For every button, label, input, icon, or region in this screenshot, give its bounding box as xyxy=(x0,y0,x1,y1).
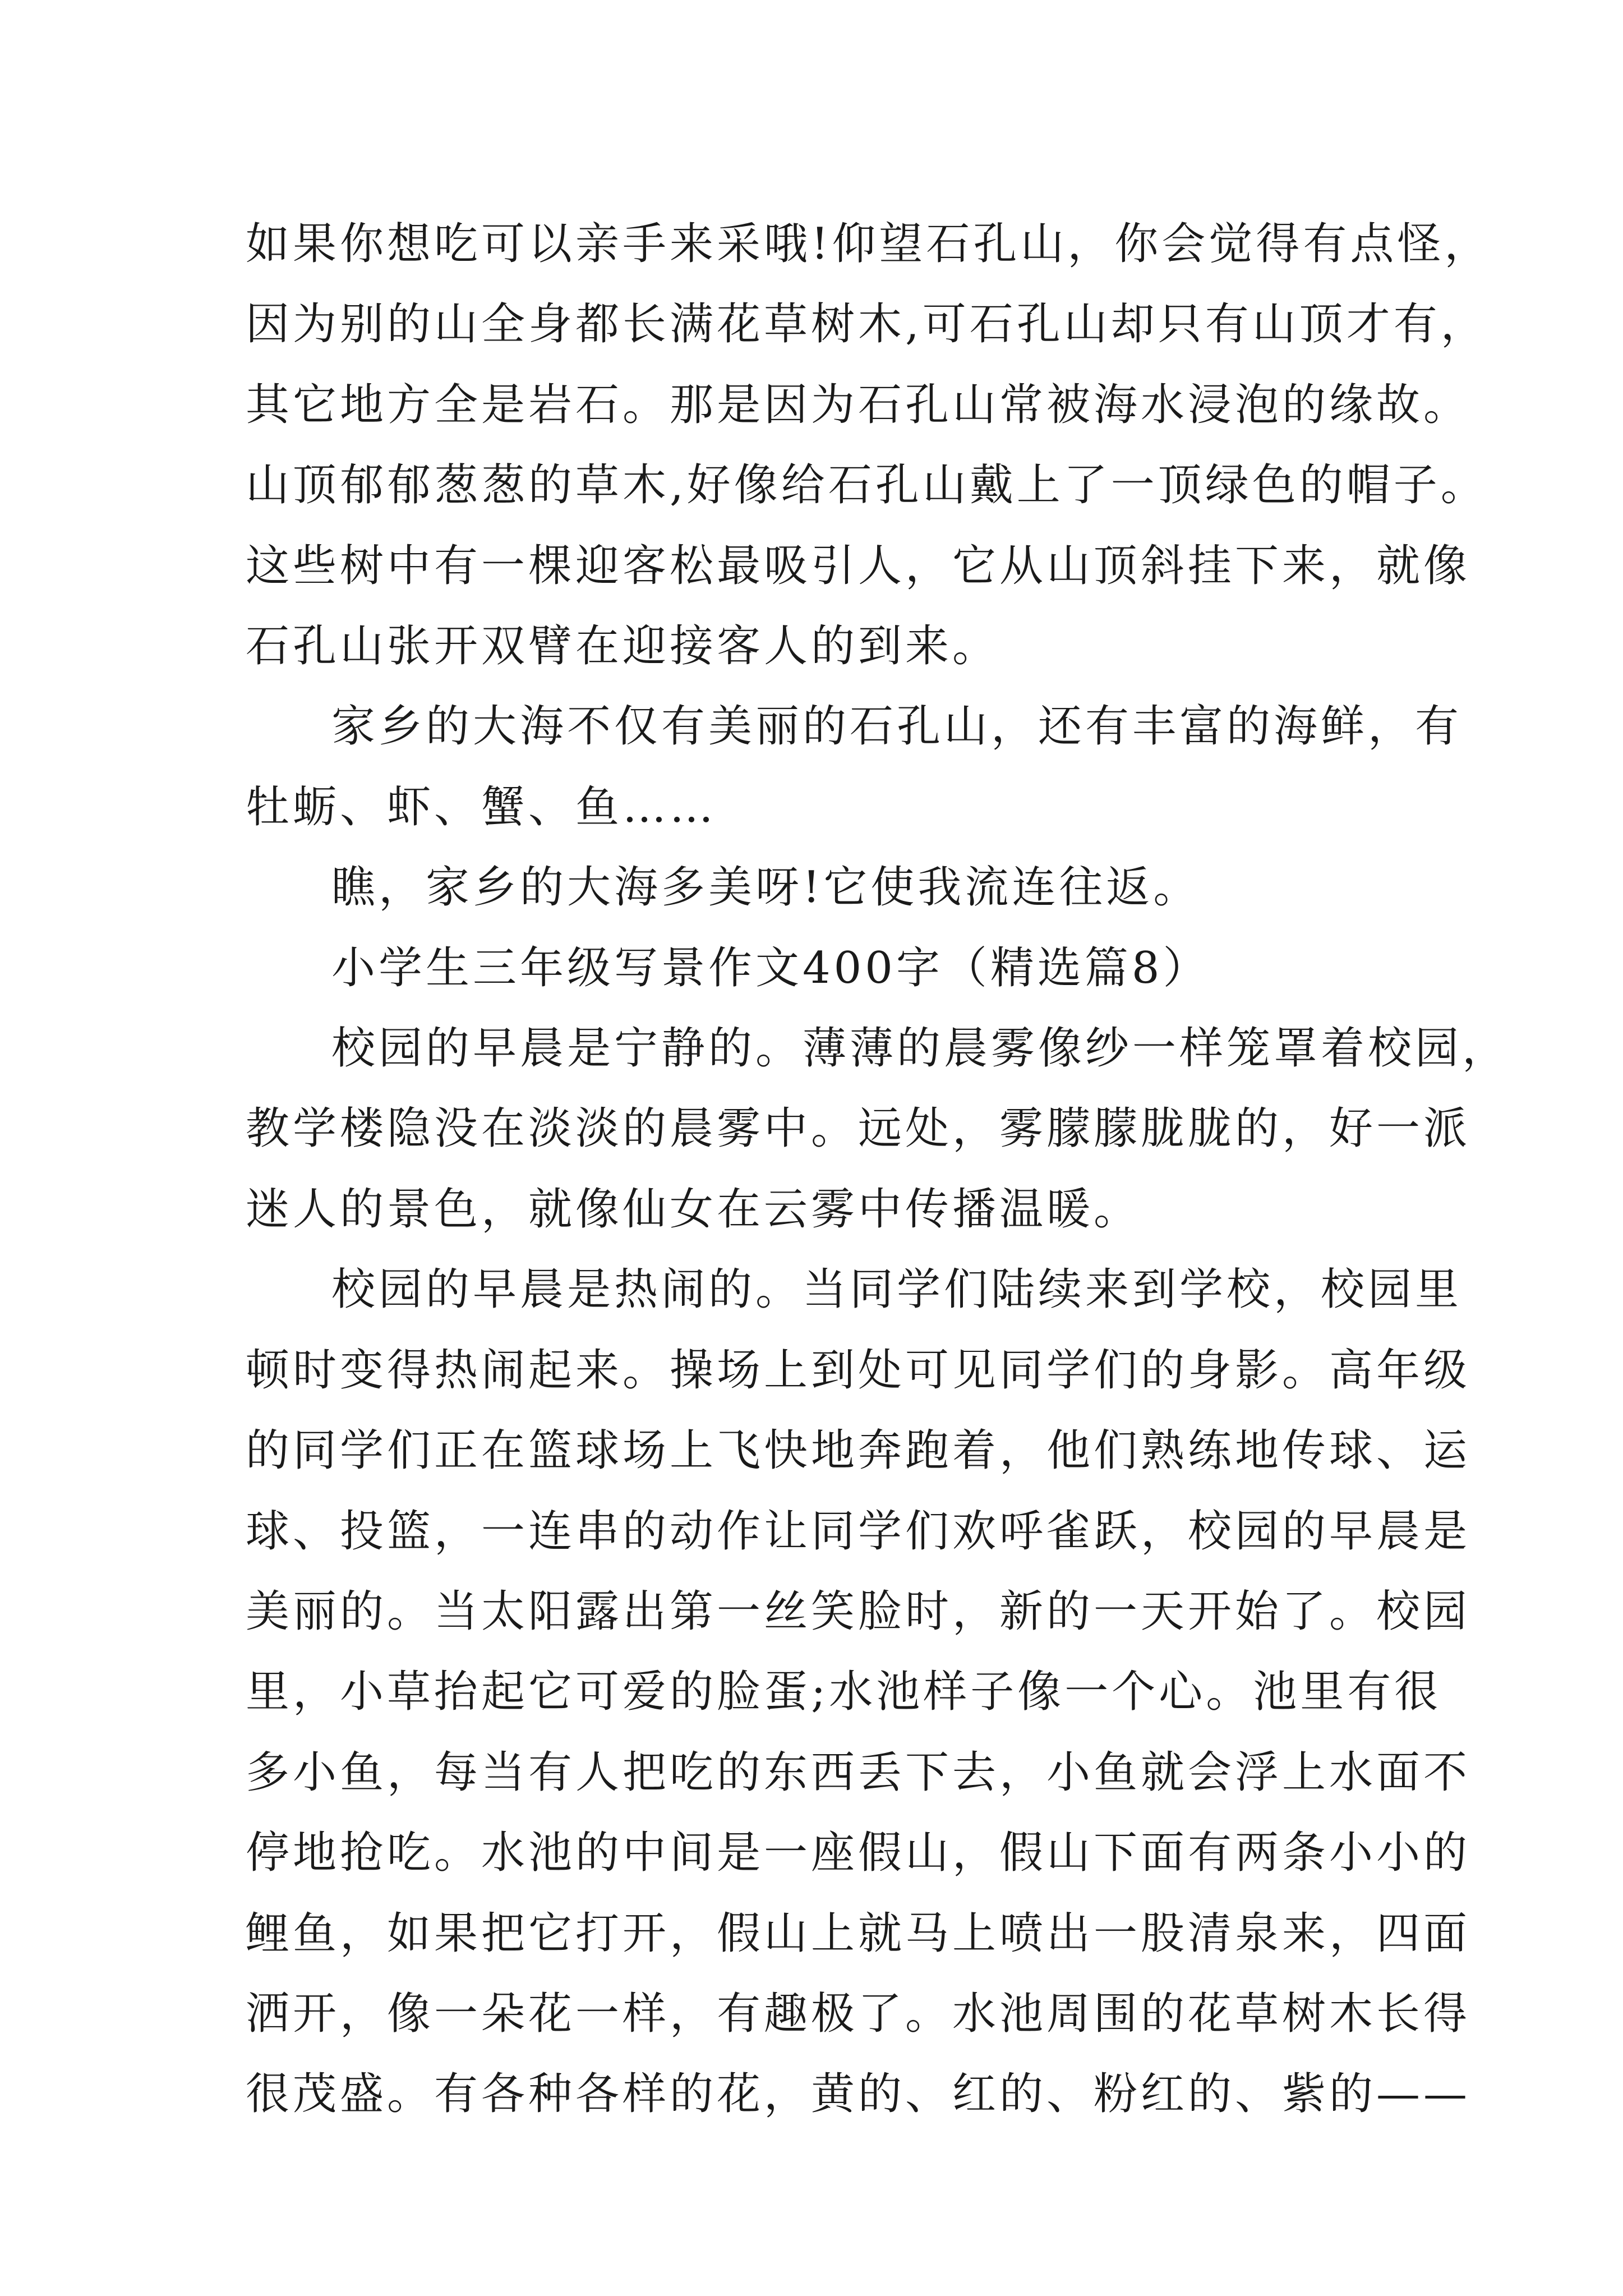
text-line: 因为别的山全身都长满花草树木,可石孔山却只有山顶才有， xyxy=(246,299,1488,349)
text-line: 多小鱼，每当有人把吃的东西丢下去，小鱼就会浮上水面不 xyxy=(246,1747,1471,1798)
text-line: 停地抢吃。水池的中间是一座假山，假山下面有两条小小的 xyxy=(246,1828,1471,1878)
text-line: 这些树中有一棵迎客松最吸引人，它从山顶斜挂下来，就像 xyxy=(246,541,1471,591)
text-line: 球、投篮，一连串的动作让同学们欢呼雀跃，校园的早晨是 xyxy=(246,1506,1471,1557)
text-line: 顿时变得热闹起来。操场上到处可见同学们的身影。高年级 xyxy=(246,1345,1471,1396)
paragraph-first-line: 家乡的大海不仅有美丽的石孔山，还有丰富的海鲜，有 xyxy=(331,701,1463,752)
paragraph-first-line: 校园的早晨是热闹的。当同学们陆续来到学校，校园里 xyxy=(331,1264,1463,1315)
text-line: 其它地方全是岩石。那是因为石孔山常被海水浸泡的缘故。 xyxy=(246,380,1471,430)
text-line: 牡蛎、虾、蟹、鱼…… xyxy=(246,782,717,832)
paragraph-first-line: 瞧，家乡的大海多美呀!它使我流连往返。 xyxy=(331,862,1201,913)
text-line: 洒开，像一朵花一样，有趣极了。水池周围的花草树木长得 xyxy=(246,1989,1471,2039)
paragraph-first-line: 校园的早晨是宁静的。薄薄的晨雾像纱一样笼罩着校园， xyxy=(331,1023,1510,1074)
text-line: 很茂盛。有各种各样的花，黄的、红的、粉红的、紫的—— xyxy=(246,2069,1471,2119)
text-line: 山顶郁郁葱葱的草木,好像给石孔山戴上了一顶绿色的帽子。 xyxy=(246,460,1488,510)
text-line: 里，小草抬起它可爱的脸蛋;水池样子像一个心。池里有很 xyxy=(246,1667,1442,1717)
text-line: 美丽的。当太阳露出第一丝笑脸时，新的一天开始了。校园 xyxy=(246,1586,1471,1637)
text-line: 如果你想吃可以亲手来采哦!仰望石孔山，你会觉得有点怪， xyxy=(246,219,1492,269)
text-line: 的同学们正在篮球场上飞快地奔跑着，他们熟练地传球、运 xyxy=(246,1425,1471,1476)
text-line: 鲤鱼，如果把它打开，假山上就马上喷出一股清泉来，四面 xyxy=(246,1908,1471,1959)
text-line: 石孔山张开双臂在迎接客人的到来。 xyxy=(246,621,1000,671)
text-line: 教学楼隐没在淡淡的晨雾中。远处，雾朦朦胧胧的，好一派 xyxy=(246,1103,1471,1154)
text-line: 迷人的景色，就像仙女在云雾中传播温暖。 xyxy=(246,1184,1141,1235)
section-heading: 小学生三年级写景作文400字（精选篇8） xyxy=(331,943,1210,993)
